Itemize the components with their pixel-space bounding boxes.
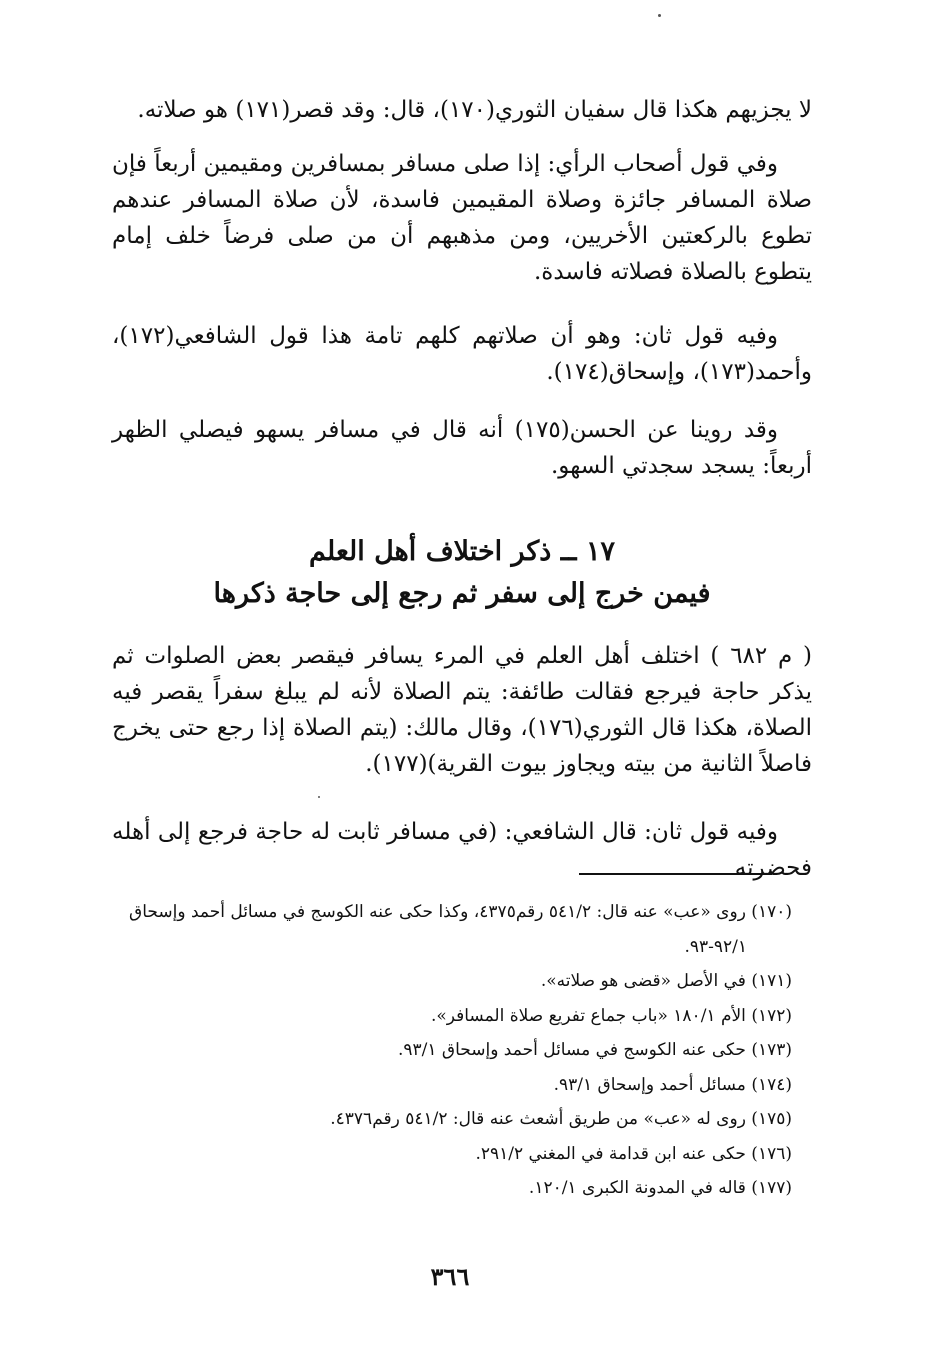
- paragraph-hasan-report: [112, 412, 812, 484]
- paragraph-text: وفيه قول ثان: وهو أن صلاتهم كلهم تامة هذا قول الشافعي(١٧٢)، وأحمد(١٧٣)، وإسحاق(١٧٤).: [112, 323, 812, 385]
- footnote-174: (١٧٤) مسائل أحمد وإسحاق ٩٣/١.: [553, 1074, 792, 1095]
- footnote-171: (١٧١) في الأصل «قضى هو صلاته».: [540, 971, 792, 991]
- paragraph-text: ( م ٦٨٢ ) اختلف أهل العلم في المرء يسافر فيقصر بعض الصلوات ثم يذكر حاجة فيرجع فقالت طائفة: يتم الصلاة لأنه لم يبلغ سفراً يقصر فيه الصلاة، هكذا قال الثوري(١٧٦)، وقال مالك: (يتم الصلاة إذا رجع حتى يخرج فاصلاً الثانية من بيته ويجاوز بيوت القرية)(١٧٧).: [112, 643, 812, 777]
- paragraph-shafii-opinion: [112, 814, 812, 886]
- footnotes-list: [108, 895, 792, 1206]
- footnote-177: (١٧٧) قاله في المدونة الكبرى ١٢٠/١.: [528, 1178, 792, 1198]
- footnote-separator: [579, 873, 772, 875]
- section-heading-line-1: ١٧ ــ ذكر اختلاف أهل العلم: [309, 536, 615, 567]
- paragraph-continuation: [112, 92, 812, 128]
- paragraph-second-opinion: [112, 318, 812, 390]
- paragraph-text: وقد روينا عن الحسن(١٧٥) أنه قال في مسافر يسهو فيصلي الظهر أربعاً: يسجد سجدتي السهو.: [112, 417, 812, 479]
- footnote-176: (١٧٦) حكى عنه ابن قدامة في المغني ٢٩١/٢.: [475, 1143, 792, 1164]
- paragraph-issue-682: [112, 638, 812, 782]
- paragraph-text: لا يجزيهم هكذا قال سفيان الثوري(١٧٠)، قال: وقد قصر(١٧١) هو صلاته.: [137, 97, 812, 123]
- footnote-172: (١٧٢) الأم ١٨٠/١ «باب جماع تفريع صلاة المسافر».: [430, 1005, 792, 1026]
- section-heading-line-2: فيمن خرج إلى سفر ثم رجع إلى حاجة ذكرها: [213, 578, 711, 609]
- paragraph-ashab-al-ray: [112, 146, 812, 290]
- paragraph-text: وفي قول أصحاب الرأي: إذا صلى مسافر بمسافرين ومقيمين أربعاً فإن صلاة المسافر جائزة وصلاة المقيمين فاسدة، لأن صلاة المسافر عندهم تطوع بالركعتين الأخريين، ومن مذهبهم أن من صلى فرضاً خلف إمام يتطوع بالصلاة فصلاته فاسدة.: [112, 151, 812, 285]
- footnote-173: (١٧٣) حكى عنه الكوسج في مسائل أحمد وإسحاق ٩٣/١.: [397, 1040, 792, 1060]
- footnote-170: (١٧٠) روى «عب» عنه قال: ٥٤١/٢ رقم٤٣٧٥، وكذا حكى عنه الكوسج في مسائل أحمد وإسحاق ٩٢/١-٩٣.: [129, 902, 792, 957]
- speck-mark: [658, 14, 661, 17]
- paragraph-text: وفيه قول ثان: قال الشافعي: (في مسافر ثابت له حاجة فرجع إلى أهله فحضرته: [112, 819, 812, 881]
- page-number: ٣٦٦: [430, 1262, 470, 1291]
- footnote-175: (١٧٥) روى له «عب» من طريق أشعث عنه قال: ٥٤١/٢ رقم٤٣٧٦.: [330, 1109, 792, 1129]
- speck-mark: [318, 796, 320, 798]
